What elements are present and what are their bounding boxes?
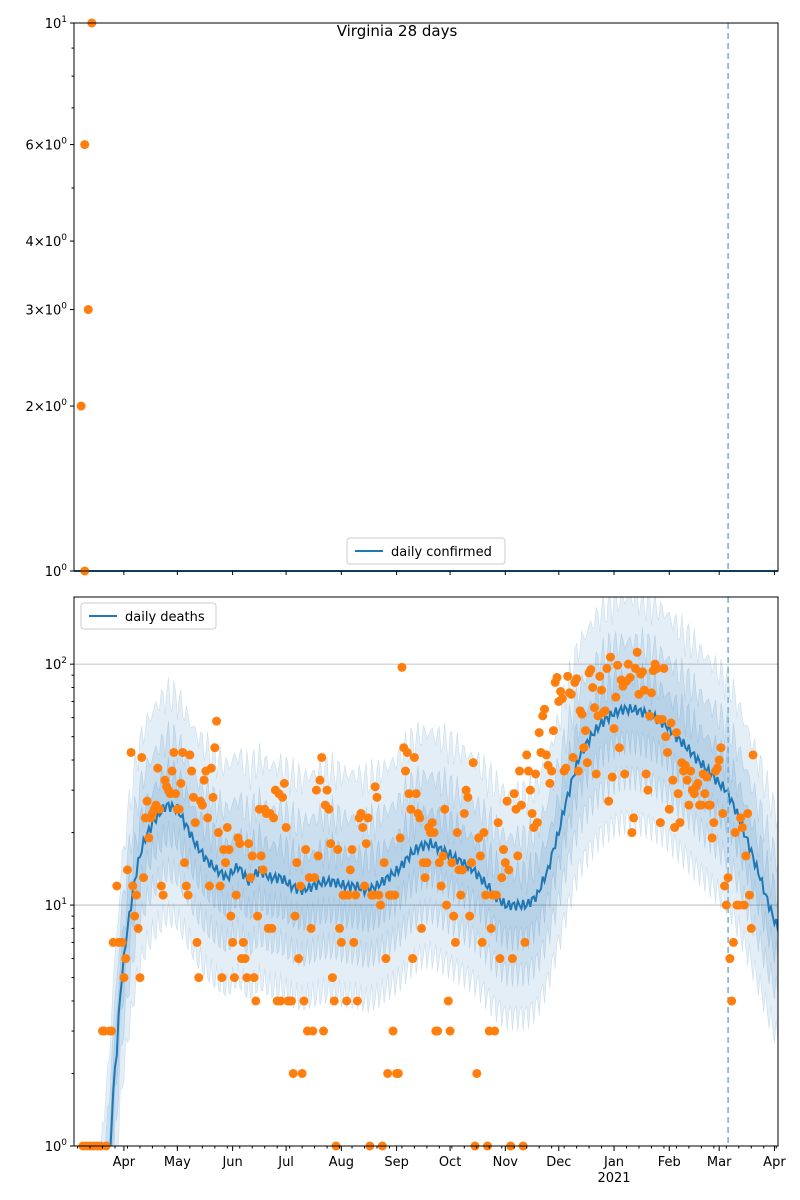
bottom-x-tick-label: Feb	[657, 1155, 681, 1170]
death-point	[572, 674, 581, 683]
death-point	[716, 743, 725, 752]
confirmed-point	[77, 402, 86, 411]
death-point	[528, 809, 537, 818]
bottom-y-tick-label: $10^2$	[44, 656, 67, 674]
death-point	[608, 773, 617, 782]
death-point	[460, 809, 469, 818]
bottom-x-tick-label: May	[163, 1155, 191, 1170]
death-point	[221, 858, 230, 867]
death-point	[301, 845, 310, 854]
death-point	[185, 750, 194, 759]
death-point	[563, 672, 572, 681]
death-point	[296, 882, 305, 891]
death-point	[401, 767, 410, 776]
death-point	[381, 954, 390, 963]
death-point	[397, 663, 406, 672]
death-point	[504, 865, 513, 874]
death-point	[661, 732, 670, 741]
death-point	[629, 813, 638, 822]
death-point	[225, 845, 234, 854]
death-point	[200, 776, 209, 785]
death-point	[294, 954, 303, 963]
death-point	[412, 789, 421, 798]
bottom-x-tick-label: Oct	[438, 1155, 462, 1170]
death-point	[353, 996, 362, 1005]
death-point	[128, 882, 137, 891]
bottom-x-tick-label: Jan	[604, 1155, 625, 1170]
death-point	[137, 753, 146, 762]
death-point	[720, 882, 729, 891]
death-point	[228, 938, 237, 947]
death-point	[326, 839, 335, 848]
death-point	[725, 954, 734, 963]
death-point	[442, 901, 451, 910]
death-point	[169, 748, 178, 757]
death-point	[168, 767, 177, 776]
top-y-tick-label: $10^0$	[44, 563, 67, 580]
death-point	[668, 776, 677, 785]
death-point	[205, 882, 214, 891]
death-point	[257, 851, 266, 860]
bottom-x-tick-label: Jun	[222, 1155, 243, 1170]
death-point	[346, 865, 355, 874]
death-point	[258, 865, 267, 874]
death-point	[569, 753, 578, 762]
death-point	[390, 891, 399, 900]
death-point	[693, 779, 702, 788]
death-point	[610, 724, 619, 733]
death-point	[472, 1069, 481, 1078]
death-point	[314, 851, 323, 860]
death-point	[601, 706, 610, 715]
death-point	[567, 690, 576, 699]
death-point	[606, 653, 615, 662]
death-point	[683, 776, 692, 785]
top-legend-label: daily confirmed	[391, 545, 492, 560]
death-point	[362, 839, 371, 848]
death-point	[351, 891, 360, 900]
death-point	[465, 912, 474, 921]
confirmed-point	[84, 305, 93, 314]
death-point	[358, 823, 367, 832]
death-point	[535, 728, 544, 737]
death-point	[479, 828, 488, 837]
death-point	[738, 823, 747, 832]
death-point	[602, 664, 611, 673]
death-point	[415, 813, 424, 822]
top-legend	[347, 538, 505, 564]
death-point	[212, 717, 221, 726]
bottom-x-tick-label: Nov	[492, 1155, 518, 1170]
death-point	[337, 938, 346, 947]
death-point	[508, 954, 517, 963]
death-point	[672, 728, 681, 737]
death-point	[437, 882, 446, 891]
death-point	[330, 996, 339, 1005]
death-point	[547, 767, 556, 776]
death-point	[360, 882, 369, 891]
death-point	[659, 664, 668, 673]
death-point	[408, 954, 417, 963]
death-point	[722, 901, 731, 910]
death-point	[540, 705, 549, 714]
death-point	[299, 996, 308, 1005]
death-point	[143, 797, 152, 806]
bottom-x-tick-label: Aug	[328, 1155, 355, 1170]
death-point	[348, 845, 357, 854]
bottom-y-tick-label: $10^0$	[44, 1138, 67, 1155]
death-point	[280, 779, 289, 788]
death-point	[478, 938, 487, 947]
death-point	[428, 818, 437, 827]
death-point	[517, 801, 526, 810]
death-point	[246, 873, 255, 882]
death-point	[191, 818, 200, 827]
death-point	[244, 839, 253, 848]
death-point	[134, 924, 143, 933]
death-point	[155, 805, 164, 814]
death-point	[656, 818, 665, 827]
death-point	[410, 753, 419, 762]
death-point	[130, 912, 139, 921]
death-point	[583, 758, 592, 767]
death-point	[520, 938, 529, 947]
bottom-x-tick-label: Apr	[763, 1155, 786, 1170]
death-point	[324, 805, 333, 814]
death-point	[740, 901, 749, 910]
death-point	[577, 710, 586, 719]
death-point	[328, 973, 337, 982]
top-y-tick-label: $3\times 10^0$	[25, 301, 67, 319]
death-point	[449, 912, 458, 921]
death-point	[209, 793, 218, 802]
death-point	[335, 924, 344, 933]
death-point	[665, 805, 674, 814]
death-point	[139, 873, 148, 882]
death-point	[239, 938, 248, 947]
death-point	[292, 858, 301, 867]
death-point	[253, 912, 262, 921]
death-point	[417, 924, 426, 933]
chart-title: Virginia 28 days	[336, 22, 458, 40]
death-point	[214, 828, 223, 837]
death-point	[533, 818, 542, 827]
death-point	[312, 786, 321, 795]
death-point	[207, 764, 216, 773]
death-point	[127, 748, 136, 757]
death-point	[469, 758, 478, 767]
death-point	[729, 938, 738, 947]
death-point	[499, 845, 508, 854]
bottom-x-tick-label: Dec	[546, 1155, 572, 1170]
death-point	[633, 648, 642, 657]
death-point	[558, 694, 567, 703]
death-point	[574, 767, 583, 776]
death-point	[187, 767, 196, 776]
death-point	[447, 858, 456, 867]
bottom-x-tick-sublabel: 2021	[597, 1171, 631, 1186]
death-point	[203, 813, 212, 822]
death-point	[627, 828, 636, 837]
death-point	[223, 823, 232, 832]
death-point	[581, 726, 590, 735]
death-point	[118, 938, 127, 947]
death-point	[620, 770, 629, 779]
death-point	[333, 845, 342, 854]
death-point	[724, 873, 733, 882]
bottom-x-tick-label: Apr	[112, 1155, 136, 1170]
death-point	[107, 1027, 116, 1036]
death-point	[552, 673, 561, 682]
death-point	[706, 801, 715, 810]
death-point	[248, 851, 257, 860]
death-point	[376, 901, 385, 910]
death-point	[492, 891, 501, 900]
death-point	[494, 818, 503, 827]
death-point	[180, 858, 189, 867]
death-point	[490, 1027, 499, 1036]
death-point	[371, 782, 380, 791]
death-point	[198, 801, 207, 810]
death-point	[323, 786, 332, 795]
death-point	[510, 789, 519, 798]
death-point	[667, 718, 676, 727]
death-point	[626, 673, 635, 682]
death-point	[747, 924, 756, 933]
death-point	[171, 789, 180, 798]
death-point	[433, 1027, 442, 1036]
death-point	[135, 973, 144, 982]
death-point	[503, 797, 512, 806]
bottom-x-tick-label: Jul	[278, 1155, 294, 1170]
death-point	[686, 767, 695, 776]
death-point	[444, 996, 453, 1005]
death-point	[590, 703, 599, 712]
death-point	[144, 833, 153, 842]
death-point	[588, 683, 597, 692]
death-point	[531, 770, 540, 779]
death-point	[217, 973, 226, 982]
death-point	[176, 779, 185, 788]
death-point	[396, 833, 405, 842]
death-point	[487, 924, 496, 933]
death-point	[545, 779, 554, 788]
death-point	[561, 764, 570, 773]
death-point	[194, 973, 203, 982]
death-point	[674, 789, 683, 798]
death-point	[743, 809, 752, 818]
death-point	[349, 938, 358, 947]
death-point	[112, 882, 121, 891]
death-point	[232, 891, 241, 900]
death-point	[456, 891, 465, 900]
top-y-tick-label: $2\times 10^0$	[25, 398, 67, 416]
death-point	[643, 786, 652, 795]
death-point	[342, 996, 351, 1005]
death-point	[310, 873, 319, 882]
death-point	[153, 764, 162, 773]
death-point	[715, 756, 724, 765]
top-y-tick-label: $4\times 10^0$	[25, 233, 67, 251]
death-point	[684, 801, 693, 810]
death-point	[542, 750, 551, 759]
death-point	[298, 1069, 307, 1078]
death-point	[638, 667, 647, 676]
death-point	[430, 828, 439, 837]
death-point	[380, 858, 389, 867]
death-point	[422, 858, 431, 867]
death-point	[745, 891, 754, 900]
death-point	[192, 938, 201, 947]
bottom-x-tick-label: Sep	[384, 1155, 409, 1170]
death-point	[675, 818, 684, 827]
death-point	[282, 823, 291, 832]
death-point	[287, 996, 296, 1005]
death-point	[291, 912, 300, 921]
death-point	[597, 686, 606, 695]
death-point	[741, 851, 750, 860]
death-point	[241, 954, 250, 963]
confirmed-point	[80, 140, 89, 149]
death-point	[463, 793, 472, 802]
death-point	[476, 851, 485, 860]
death-point	[495, 954, 504, 963]
death-point	[522, 750, 531, 759]
death-point	[230, 973, 239, 982]
death-point	[615, 743, 624, 752]
death-point	[592, 770, 601, 779]
death-point	[269, 813, 278, 822]
death-point	[210, 743, 219, 752]
death-point	[497, 873, 506, 882]
death-point	[216, 882, 225, 891]
death-point	[440, 805, 449, 814]
death-point	[702, 773, 711, 782]
bottom-legend-label: daily deaths	[125, 610, 205, 625]
death-point	[182, 882, 191, 891]
death-point	[658, 715, 667, 724]
death-point	[267, 924, 276, 933]
death-point	[453, 828, 462, 837]
death-point	[467, 858, 476, 867]
death-point	[749, 750, 758, 759]
death-point	[184, 891, 193, 900]
death-point	[307, 924, 316, 933]
death-point	[595, 672, 604, 681]
death-point	[451, 938, 460, 947]
death-point	[123, 865, 132, 874]
death-point	[278, 793, 287, 802]
death-point	[132, 891, 141, 900]
death-point	[604, 797, 613, 806]
top-y-tick-label: $10^1$	[44, 15, 67, 32]
death-point	[175, 805, 184, 814]
death-point	[289, 1069, 298, 1078]
death-point	[458, 865, 467, 874]
death-point	[663, 748, 672, 757]
death-point	[446, 1027, 455, 1036]
death-point	[389, 1027, 398, 1036]
death-point	[394, 1069, 403, 1078]
death-point	[250, 973, 259, 982]
death-point	[251, 996, 260, 1005]
death-point	[235, 839, 244, 848]
death-point	[513, 851, 522, 860]
death-point	[586, 665, 595, 674]
bottom-x-tick-label: Mar	[706, 1155, 732, 1170]
death-point	[315, 776, 324, 785]
death-point	[515, 767, 524, 776]
bottom-legend	[81, 603, 216, 629]
death-point	[119, 973, 128, 982]
death-point	[364, 813, 373, 822]
death-point	[374, 891, 383, 900]
death-point	[372, 793, 381, 802]
death-point	[226, 912, 235, 921]
death-point	[713, 764, 722, 773]
top-y-tick-label: $6\times 10^0$	[25, 136, 67, 154]
death-point	[613, 661, 622, 670]
death-point	[579, 743, 588, 752]
death-point	[647, 688, 656, 697]
death-point	[709, 818, 718, 827]
death-point	[708, 833, 717, 842]
death-point	[642, 770, 651, 779]
death-point	[319, 1027, 328, 1036]
death-point	[700, 789, 709, 798]
death-point	[157, 882, 166, 891]
bottom-y-tick-label: $10^1$	[44, 897, 67, 915]
death-point	[727, 996, 736, 1005]
death-point	[718, 809, 727, 818]
death-point	[308, 1027, 317, 1036]
death-point	[317, 753, 326, 762]
death-point	[526, 786, 535, 795]
death-point	[549, 726, 558, 735]
death-point	[383, 1069, 392, 1078]
death-point	[159, 891, 168, 900]
death-point	[611, 693, 620, 702]
death-point	[645, 711, 654, 720]
death-point	[121, 954, 130, 963]
death-point	[438, 851, 447, 860]
death-point	[421, 873, 430, 882]
